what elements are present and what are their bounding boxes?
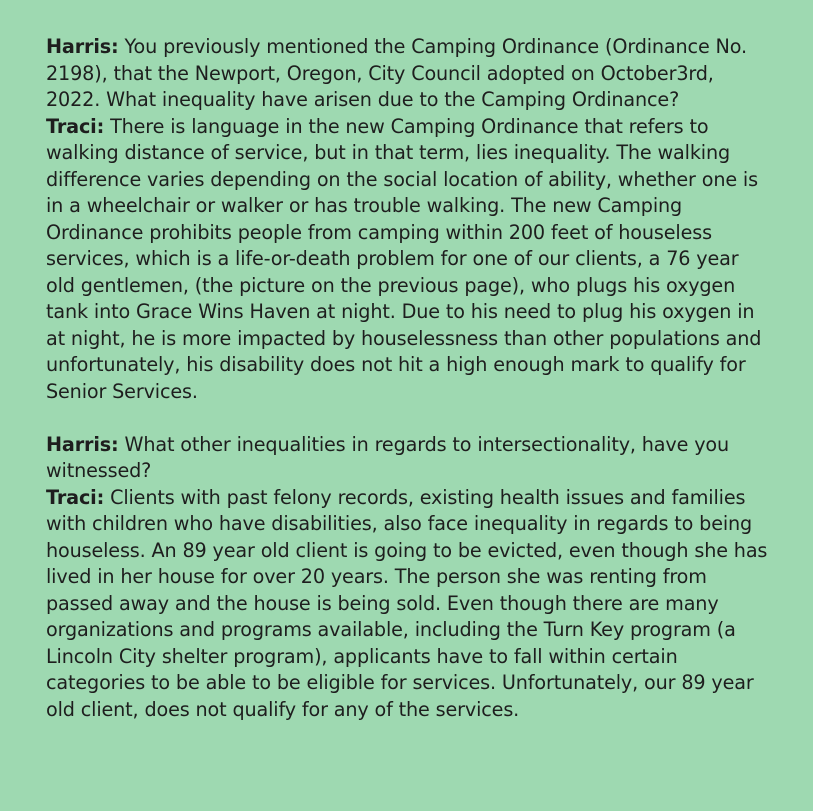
- speaker-harris: Harris:: [46, 432, 119, 456]
- answer-text: Clients with past felony records, existing health issues and families with children who have disabilities, also face inequality in regards to being houseless. An 89 year old client is going to be evicted, even though she has lived in her house for over 20 years. The person she was renting from passed away and the house is being sold. Even though there are many organizations and programs available, including the Turn Key program (a Lincoln City shelter program), applicants have to fall within certain categories to be able to be eligible for services. Unfortunately, our 89 year old client, does not qualify for any of the services.: [46, 485, 768, 721]
- speaker-traci: Traci:: [46, 114, 105, 138]
- speaker-traci: Traci:: [46, 485, 105, 509]
- harris-question-2: [46, 432, 773, 485]
- question-text: What other inequalities in regards to intersectionality, have you witnessed?: [46, 432, 730, 482]
- speaker-harris: Harris:: [46, 35, 119, 58]
- question-text: You previously mentioned the Camping Ordinance (Ordinance No. 2198), that the Newport, Oregon, City Council adopted on October3rd, 2022. What inequality have arisen due to the Camping Ordinance?: [46, 35, 747, 111]
- paragraph-spacer: [46, 405, 773, 432]
- traci-answer-1: [46, 114, 773, 406]
- answer-text: There is language in the new Camping Ordinance that refers to walking distance of service, but in that term, lies inequality. The walking difference varies depending on the social location of ability, whether one is in a wheelchair or walker or has trouble walking. The new Camping Ordinance prohibits people from camping within 200 feet of houseless services, which is a life-or-death problem for one of our clients, a 76 year old gentlemen, (the picture on the previous page), who plugs his oxygen tank into Grace Wins Haven at night. Due to his need to plug his oxygen in at night, he is more impacted by houselessness than other populations and unfortunately, his disability does not hit a high enough mark to qualify for Senior Services.: [46, 114, 762, 403]
- traci-answer-2: [46, 485, 773, 724]
- harris-question-1: [46, 34, 773, 114]
